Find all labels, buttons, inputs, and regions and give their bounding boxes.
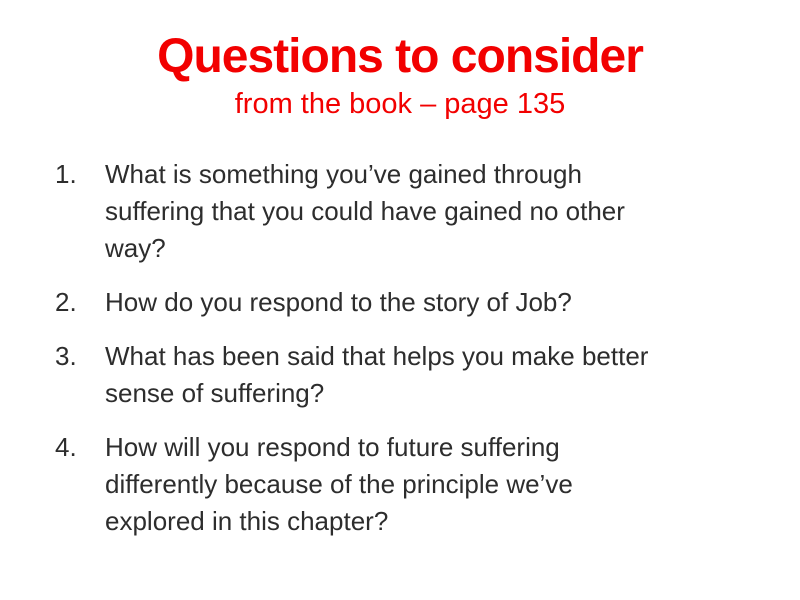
- question-number: 4.: [55, 432, 77, 462]
- question-number: 3.: [55, 341, 77, 371]
- list-item: [55, 429, 655, 540]
- list-item: [55, 338, 655, 412]
- slide-subtitle: from the book – page 135: [234, 88, 566, 120]
- list-item: [55, 156, 655, 267]
- question-number: 2.: [55, 287, 77, 317]
- question-number: 1.: [55, 159, 77, 189]
- question-text: How will you respond to future suffering differently because of the principle we’ve explored in this chapter?: [105, 432, 573, 536]
- question-list: [55, 156, 800, 540]
- slide-title: Questions to consider: [157, 30, 643, 83]
- list-item: [55, 284, 655, 321]
- question-text: What is something you’ve gained through suffering that you could have gained no other way?: [105, 159, 625, 263]
- question-text: What has been said that helps you make better sense of suffering?: [105, 341, 649, 408]
- question-text: How do you respond to the story of Job?: [105, 287, 572, 317]
- title-block: [0, 0, 800, 122]
